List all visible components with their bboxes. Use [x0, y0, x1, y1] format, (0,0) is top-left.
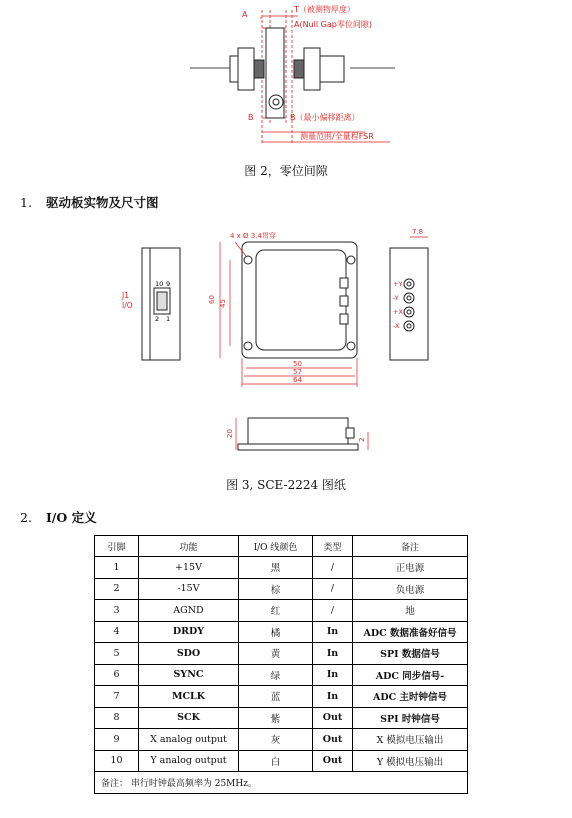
table-row — [95, 643, 468, 665]
dim-2: 2 — [358, 437, 366, 442]
label-pin1: 1 — [166, 315, 171, 323]
cell-color: 绿 — [239, 664, 313, 686]
cell-color: 蓝 — [239, 686, 313, 708]
table-row — [95, 686, 468, 708]
cell-type: In — [313, 664, 353, 686]
section2-title: I/O 定义 — [45, 510, 97, 525]
cell-function: X analog output — [139, 729, 239, 751]
table-row — [95, 707, 468, 729]
cell-type: In — [313, 643, 353, 665]
cell-type: Out — [313, 707, 353, 729]
figure2-null-gap-diagram — [190, 0, 410, 150]
cell-remark: 地 — [353, 600, 468, 622]
cell-color: 白 — [239, 750, 313, 772]
figure3-dimension-drawing — [110, 222, 450, 467]
cell-function: DRDY — [139, 621, 239, 643]
table-row — [95, 557, 468, 579]
cell-color: 灰 — [239, 729, 313, 751]
figure2-caption: 图 2，零位间隙 — [244, 164, 328, 178]
label-null-gap: A(Null Gap零位间隙) — [294, 20, 372, 29]
cell-pin: 5 — [95, 643, 139, 665]
figure3-caption: 图 3, SCE-2224 图纸 — [226, 478, 346, 492]
cell-pin: 2 — [95, 578, 139, 600]
cell-remark: ADC 同步信号- — [353, 664, 468, 686]
table-row — [95, 729, 468, 751]
header-wire-color: I/O 线颜色 — [239, 536, 313, 557]
label-fsr: 测量范围/全量程FSR — [300, 132, 374, 141]
section1-title: 驱动板实物及尺寸图 — [45, 195, 159, 210]
dim-64: 64 — [293, 376, 302, 384]
label-b-right: B（最小偏移距离） — [290, 113, 360, 122]
section1-number: 1. — [20, 195, 32, 210]
label-thickness: T（被测物厚度） — [294, 5, 355, 14]
cell-function: MCLK — [139, 686, 239, 708]
cell-color: 红 — [239, 600, 313, 622]
label-minus-y: -Y — [393, 294, 399, 302]
dim-45: 45 — [219, 299, 227, 308]
cell-pin: 3 — [95, 600, 139, 622]
label-plus-y: +Y — [393, 280, 403, 288]
section2-number: 2. — [20, 510, 32, 525]
cell-color: 棕 — [239, 578, 313, 600]
section1-heading — [20, 193, 158, 211]
cell-remark: 正电源 — [353, 557, 468, 579]
table-note-row — [95, 772, 468, 794]
cell-type: / — [313, 578, 353, 600]
cell-function: SYNC — [139, 664, 239, 686]
label-io: I/O — [122, 301, 133, 310]
table-header-row — [95, 536, 468, 557]
section2-heading — [20, 508, 97, 526]
cell-function: +15V — [139, 557, 239, 579]
cell-type: Out — [313, 750, 353, 772]
dim-57: 57 — [293, 368, 302, 376]
cell-remark: ADC 主时钟信号 — [353, 686, 468, 708]
label-pin2: 2 — [155, 315, 160, 323]
label-pin9: 9 — [166, 280, 171, 288]
dim-60: 60 — [208, 295, 216, 304]
cell-type: / — [313, 600, 353, 622]
cell-pin: 4 — [95, 621, 139, 643]
cell-pin: 10 — [95, 750, 139, 772]
cell-type: In — [313, 686, 353, 708]
cell-remark: Y 模拟电压输出 — [353, 750, 468, 772]
header-remark: 备注 — [353, 536, 468, 557]
header-pin: 引脚 — [95, 536, 139, 557]
label-a-top: A — [242, 10, 248, 19]
table-row — [95, 664, 468, 686]
cell-color: 紫 — [239, 707, 313, 729]
cell-remark: SPI 时钟信号 — [353, 707, 468, 729]
cell-pin: 1 — [95, 557, 139, 579]
table-row — [95, 750, 468, 772]
io-definition-table — [94, 535, 468, 794]
cell-remark: X 模拟电压输出 — [353, 729, 468, 751]
cell-type: Out — [313, 729, 353, 751]
header-function: 功能 — [139, 536, 239, 557]
cell-function: AGND — [139, 600, 239, 622]
cell-remark: ADC 数据准备好信号 — [353, 621, 468, 643]
label-j1: J1 — [122, 291, 129, 300]
cell-function: SCK — [139, 707, 239, 729]
table-row — [95, 621, 468, 643]
cell-remark: 负电源 — [353, 578, 468, 600]
cell-color: 黄 — [239, 643, 313, 665]
table-note: 备注： 串行时钟最高频率为 25MHz。 — [95, 772, 468, 794]
label-b-left: B — [248, 113, 254, 122]
cell-pin: 7 — [95, 686, 139, 708]
cell-pin: 9 — [95, 729, 139, 751]
cell-color: 橘 — [239, 621, 313, 643]
cell-type: In — [313, 621, 353, 643]
label-minus-x: -X — [393, 322, 400, 330]
cell-function: Y analog output — [139, 750, 239, 772]
cell-color: 黑 — [239, 557, 313, 579]
cell-type: / — [313, 557, 353, 579]
dim-20: 20 — [226, 429, 234, 438]
header-type: 类型 — [313, 536, 353, 557]
label-plus-x: +X — [393, 308, 403, 316]
cell-function: -15V — [139, 578, 239, 600]
cell-function: SDO — [139, 643, 239, 665]
cell-remark: SPI 数据信号 — [353, 643, 468, 665]
dim-50: 50 — [293, 360, 302, 368]
table-row — [95, 578, 468, 600]
cell-pin: 6 — [95, 664, 139, 686]
label-pin10: 10 — [155, 280, 164, 288]
dim-7-8: 7.8 — [412, 228, 424, 236]
table-row — [95, 600, 468, 622]
dim-hole: 4 x Ø 3.4贯穿 — [230, 232, 276, 240]
cell-pin: 8 — [95, 707, 139, 729]
